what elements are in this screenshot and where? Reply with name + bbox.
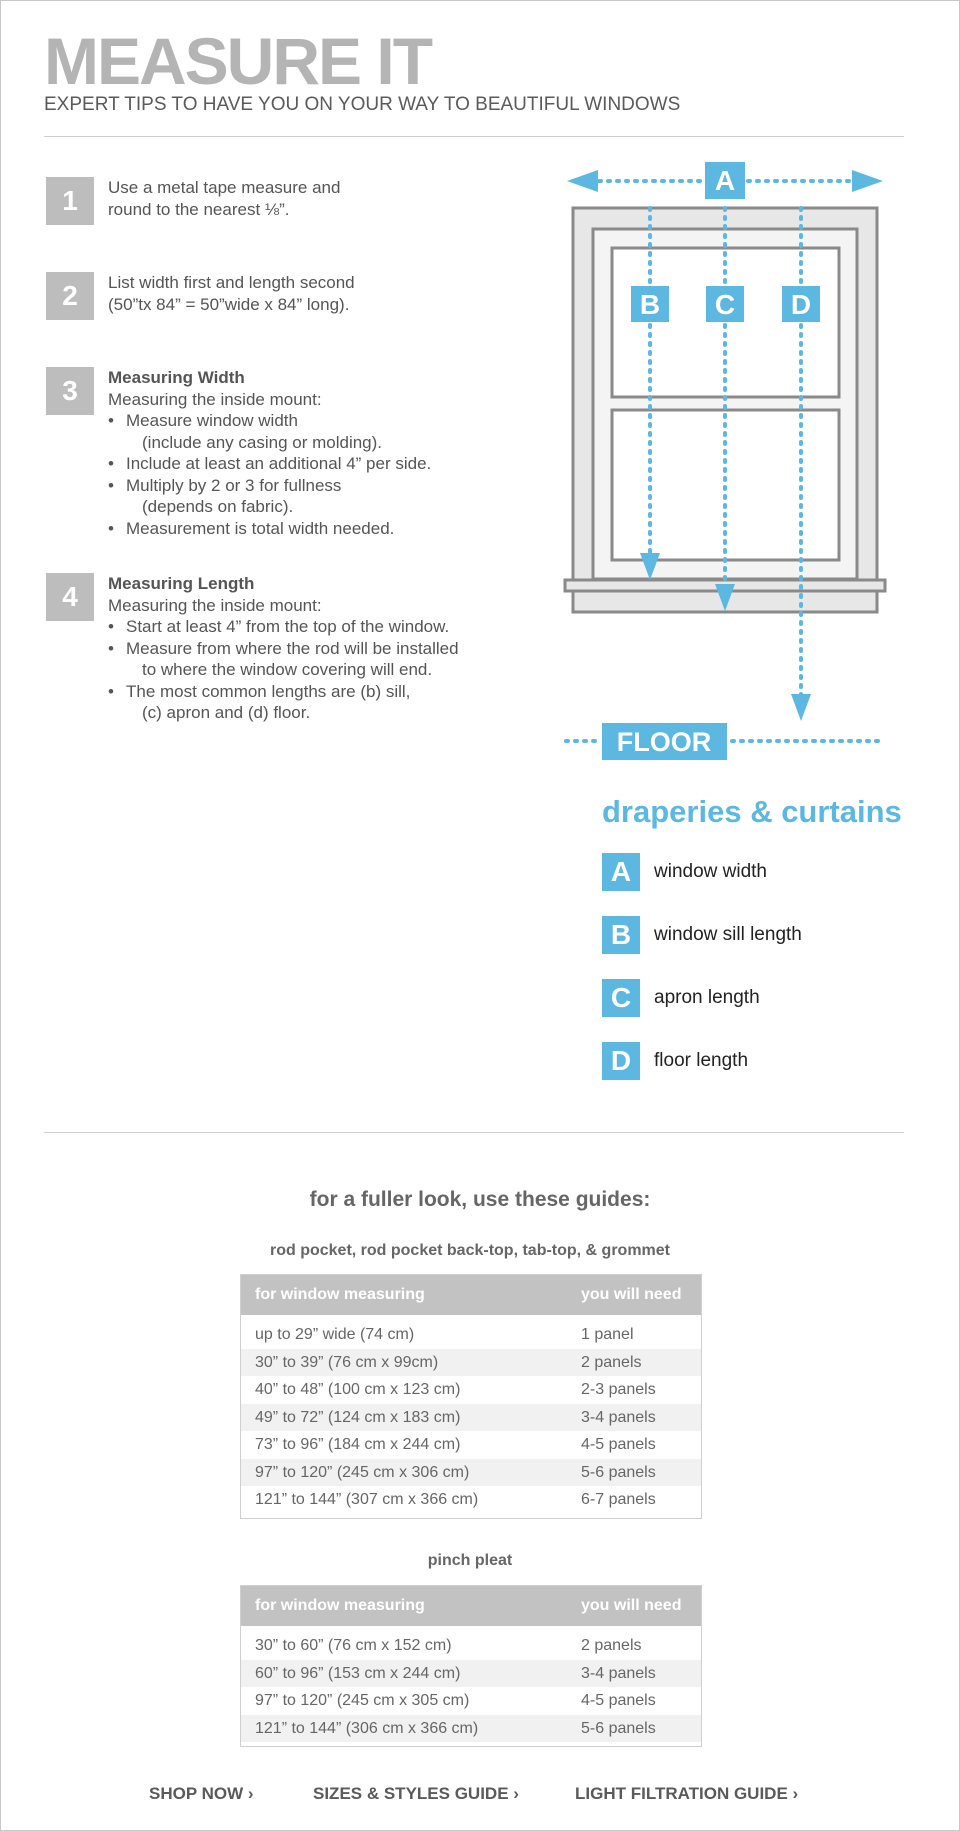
step-intro: Measuring the inside mount: bbox=[108, 595, 322, 615]
legend-letter-badge: D bbox=[602, 1042, 640, 1080]
label-b: B bbox=[639, 289, 661, 320]
arrow-left-icon bbox=[567, 170, 598, 192]
arrow-down-icon bbox=[791, 694, 811, 721]
panel-guide-table-pinch-pleat bbox=[240, 1585, 702, 1747]
cell-panels: 2 panels bbox=[581, 1353, 642, 1371]
cell-measurement: 121” to 144” (307 cm x 366 cm) bbox=[255, 1491, 479, 1508]
legend-label: window sill length bbox=[654, 924, 802, 945]
table-row bbox=[241, 1486, 701, 1514]
step-line: round to the nearest ⅛”. bbox=[108, 199, 290, 219]
table-row bbox=[241, 1431, 701, 1459]
step-line: Use a metal tape measure and bbox=[108, 178, 341, 197]
cell-measurement: 40” to 48” (100 cm x 123 cm) bbox=[255, 1381, 461, 1398]
step-number-badge: 3 bbox=[46, 367, 94, 415]
legend-label: floor length bbox=[654, 1050, 749, 1071]
step-text bbox=[108, 367, 538, 539]
cell-measurement: 97” to 120” (245 cm x 305 cm) bbox=[255, 1692, 470, 1709]
step-number-badge: 4 bbox=[46, 573, 94, 621]
table-row bbox=[241, 1404, 701, 1432]
table-row bbox=[241, 1459, 701, 1487]
middle-divider bbox=[44, 1132, 904, 1133]
legend-label: window width bbox=[654, 861, 767, 882]
table-row bbox=[241, 1321, 701, 1349]
step-number-badge: 1 bbox=[46, 177, 94, 225]
cell-measurement: 73” to 96” (184 cm x 244 cm) bbox=[255, 1436, 461, 1453]
step-line: (50”tx 84” = 50”wide x 84” long). bbox=[108, 294, 350, 314]
label-c: C bbox=[714, 289, 736, 320]
cell-panels: 6-7 panels bbox=[581, 1491, 656, 1508]
step-heading: Measuring Width bbox=[108, 368, 245, 387]
legend-letter-badge: C bbox=[602, 979, 640, 1017]
step-text bbox=[108, 573, 538, 724]
step-bullet: • Measure window width bbox=[108, 410, 538, 432]
cell-measurement: 30” to 39” (76 cm x 99cm) bbox=[255, 1353, 439, 1371]
column-header-measuring: for window measuring bbox=[255, 1597, 425, 1614]
cell-measurement: 30” to 60” (76 cm x 152 cm) bbox=[255, 1637, 452, 1654]
step-text bbox=[108, 272, 538, 315]
label-a: A bbox=[714, 165, 736, 196]
table-header bbox=[241, 1586, 701, 1626]
light-filtration-guide-link[interactable]: LIGHT FILTRATION GUIDE › bbox=[575, 1784, 799, 1803]
cell-panels: 4-5 panels bbox=[581, 1436, 656, 1453]
step-bullet: • The most common lengths are (b) sill, bbox=[108, 681, 538, 703]
step-bullet: • Start at least 4” from the top of the window. bbox=[108, 616, 538, 638]
step-text bbox=[108, 177, 538, 220]
step-bullet-continued: to where the window covering will end. bbox=[142, 660, 433, 679]
table-row bbox=[241, 1349, 701, 1377]
step-bullet-continued: (c) apron and (d) floor. bbox=[142, 703, 311, 722]
cell-measurement: 121” to 144” (306 cm x 366 cm) bbox=[255, 1719, 479, 1737]
legend-letter-badge: A bbox=[602, 853, 640, 891]
table-row bbox=[241, 1632, 701, 1660]
top-divider bbox=[44, 136, 904, 137]
cell-panels: 5-6 panels bbox=[581, 1719, 656, 1737]
step-bullet-continued: (include any casing or molding). bbox=[142, 432, 383, 452]
table-row bbox=[241, 1687, 701, 1715]
sizes-styles-guide-link[interactable]: SIZES & STYLES GUIDE › bbox=[313, 1784, 519, 1803]
cell-panels: 3-4 panels bbox=[581, 1408, 656, 1426]
table-caption: rod pocket, rod pocket back-top, tab-top, & grommet bbox=[269, 1242, 671, 1259]
cell-panels: 4-5 panels bbox=[581, 1692, 656, 1709]
table-row bbox=[241, 1376, 701, 1404]
table-row bbox=[241, 1660, 701, 1688]
cell-panels: 2-3 panels bbox=[581, 1381, 656, 1398]
panel-guide-table-rod-pocket bbox=[240, 1274, 702, 1519]
legend-title: draperies & curtains bbox=[602, 794, 902, 829]
step-bullet: • Include at least an additional 4” per side. bbox=[108, 453, 538, 475]
column-header-need: you will need bbox=[581, 1286, 682, 1303]
cell-panels: 5-6 panels bbox=[581, 1463, 656, 1481]
table-caption: pinch pleat bbox=[427, 1552, 513, 1569]
step-line: List width first and length second bbox=[108, 273, 355, 292]
step-number-badge: 2 bbox=[46, 272, 94, 320]
cell-measurement: 60” to 96” (153 cm x 244 cm) bbox=[255, 1664, 461, 1682]
floor-label: FLOOR bbox=[616, 727, 712, 757]
legend-letter-badge: B bbox=[602, 916, 640, 954]
cell-measurement: up to 29” wide (74 cm) bbox=[255, 1326, 415, 1343]
column-header-measuring: for window measuring bbox=[255, 1286, 425, 1303]
step-bullet-continued: (depends on fabric). bbox=[142, 497, 294, 516]
cell-measurement: 49” to 72” (124 cm x 183 cm) bbox=[255, 1408, 461, 1426]
label-d: D bbox=[790, 289, 812, 320]
step-bullet: • Measure from where the rod will be installed bbox=[108, 638, 538, 660]
step-bullet: • Multiply by 2 or 3 for fullness bbox=[108, 475, 538, 497]
window-measurement-diagram bbox=[560, 160, 900, 760]
table-row bbox=[241, 1715, 701, 1743]
guides-title: for a fuller look, use these guides: bbox=[309, 1188, 651, 1211]
step-heading: Measuring Length bbox=[108, 574, 255, 593]
column-header-need: you will need bbox=[581, 1597, 682, 1614]
page-subtitle: EXPERT TIPS TO HAVE YOU ON YOUR WAY TO BEAUTIFUL WINDOWS bbox=[44, 94, 681, 115]
step-intro: Measuring the inside mount: bbox=[108, 389, 322, 409]
table-header bbox=[241, 1275, 701, 1315]
arrow-right-icon bbox=[852, 170, 883, 192]
cell-measurement: 97” to 120” (245 cm x 306 cm) bbox=[255, 1463, 470, 1481]
legend-label: apron length bbox=[654, 987, 760, 1008]
step-bullet: • Measurement is total width needed. bbox=[108, 518, 538, 540]
page-title: MEASURE IT bbox=[44, 24, 432, 98]
cell-panels: 2 panels bbox=[581, 1637, 642, 1654]
shop-now-link[interactable]: SHOP NOW › bbox=[149, 1784, 254, 1803]
cell-panels: 3-4 panels bbox=[581, 1664, 656, 1682]
cell-panels: 1 panel bbox=[581, 1326, 634, 1343]
